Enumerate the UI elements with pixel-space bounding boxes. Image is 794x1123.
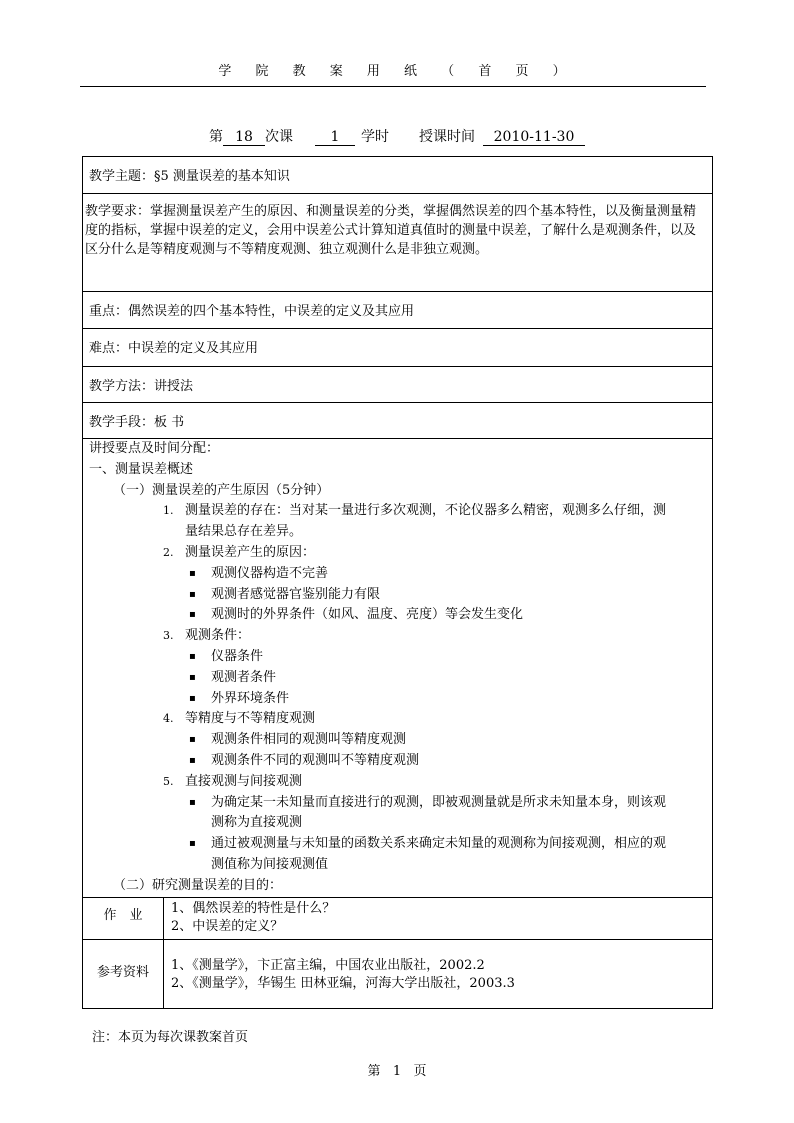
subsection-2-heading: （二）研究测量误差的目的：: [113, 877, 283, 893]
bullet-item: [83, 751, 712, 772]
footnote: 注：本页为每次课教案首页: [92, 1030, 249, 1045]
bullet-text-cont: 测值称为间接观测值: [211, 856, 329, 872]
row-key-points: [83, 292, 712, 329]
lesson-date: 2010-11-30: [483, 129, 585, 146]
bullet-icon: ▪: [189, 754, 196, 766]
item-2-text: 测量误差产生的原因：: [185, 544, 316, 560]
key-points-text: 重点：偶然误差的四个基本特性，中误差的定义及其应用: [89, 304, 415, 319]
lesson-number: 18: [223, 129, 265, 146]
item-1: [83, 501, 712, 522]
references-divider: [83, 939, 712, 940]
item-5-number: 5.: [163, 774, 174, 788]
bullet-text: 仪器条件: [211, 648, 264, 664]
method-text: 教学方法：讲授法: [89, 379, 194, 394]
row-topic: [83, 157, 712, 194]
row-requirement: [83, 194, 712, 292]
bullet-item: [83, 730, 712, 751]
bullet-text-cont: 测称为直接观测: [211, 815, 303, 831]
item-1-text-cont: 量结果总存在差异。: [185, 524, 303, 540]
bullet-item: [83, 585, 712, 606]
item-3: [83, 626, 712, 647]
item-2-number: 2.: [163, 545, 174, 559]
bullet-item: [83, 668, 712, 689]
bullet-text: 观测条件相同的观测叫等精度观测: [211, 732, 407, 748]
homework-divider: [83, 897, 712, 898]
bullet-text: 观测时的外界条件（如风、温度、亮度）等会发生变化: [211, 607, 524, 623]
requirement-text: 教学要求：掌握测量误差产生的原因、和测量误差的分类，掌握偶然误差的四个基本特性，以及衡量测量精度的指标，掌握中误差的定义，会用中误差公式计算知道真值时的测量中误差，了解什么是观测条件，以及区分什么是等精度观测与不等精度观测、独立观测什么是非独立观测。: [85, 204, 697, 257]
item-4-number: 4.: [163, 712, 174, 726]
bullet-icon: ▪: [189, 692, 196, 704]
bullet-icon: ▪: [189, 838, 196, 850]
bullet-item: [83, 605, 712, 626]
section-1-heading: 一、测量误差概述: [89, 461, 194, 477]
item-5-text: 直接观测与间接观测: [185, 773, 303, 789]
bullet-text: 通过被观测量与未知量的函数关系来确定未知量的观测称为间接观测，相应的观: [211, 836, 667, 852]
page-prefix: 第: [367, 1064, 381, 1079]
bullet-text: 为确定某一未知量而直接进行的观测，即被观测量就是所求未知量本身，则该观: [211, 794, 667, 810]
bullet-icon: ▪: [189, 796, 196, 808]
reference-1: 1、《测量学》，卞正富主编，中国农业出版社，2002.2: [171, 958, 485, 973]
label-column-divider: [163, 897, 164, 1009]
bullet-icon: ▪: [189, 671, 196, 683]
bullet-item: [83, 689, 712, 710]
item-4: [83, 709, 712, 730]
header-rule: [80, 86, 706, 87]
item-3-text: 观测条件：: [185, 628, 251, 644]
bullet-icon: ▪: [189, 650, 196, 662]
bullet-icon: ▪: [189, 734, 196, 746]
topic-text: 教学主题：§5 测量误差的基本知识: [89, 169, 290, 184]
item-3-number: 3.: [163, 629, 174, 643]
item-1-number: 1.: [163, 504, 174, 518]
item-5: [83, 772, 712, 793]
bullet-item-cont: [83, 855, 712, 876]
bullet-text: 观测者感觉器官鉴别能力有限: [211, 586, 381, 602]
bullet-item-cont: [83, 813, 712, 834]
lesson-di: 第: [209, 129, 223, 145]
bullet-item: [83, 834, 712, 855]
bullet-item: [83, 647, 712, 668]
item-4-text: 等精度与不等精度观测: [185, 711, 316, 727]
reference-2: 2、《测量学》，华锡生 田林亚编，河海大学出版社，2003.3: [171, 976, 515, 991]
subsection-1-heading: （一）测量误差的产生原因（5分钟）: [113, 482, 330, 498]
difficulty-text: 难点：中误差的定义及其应用: [89, 341, 259, 356]
lesson-hours: 1: [315, 129, 355, 146]
page-number-value: 1: [392, 1064, 402, 1079]
bullet-text: 观测仪器构造不完善: [211, 565, 329, 581]
lesson-info-line: [0, 126, 794, 146]
bullet-text: 观测条件不同的观测叫不等精度观测: [211, 752, 420, 768]
bullet-text: 观测者条件: [211, 669, 277, 685]
bullet-icon: ▪: [189, 609, 196, 621]
bullet-item: [83, 564, 712, 585]
row-means: [83, 403, 712, 439]
means-text: 教学手段：板 书: [89, 415, 185, 430]
bullet-icon: ▪: [189, 567, 196, 579]
item-2: [83, 543, 712, 564]
bullet-icon: ▪: [189, 588, 196, 600]
bullet-item: [83, 793, 712, 814]
lesson-plan-table: [82, 156, 713, 1009]
page-suffix: 页: [413, 1064, 427, 1079]
item-1-cont: [83, 522, 712, 543]
homework-q2: 2、中误差的定义？: [171, 919, 284, 934]
page-number: [0, 1060, 794, 1079]
lesson-time-label: 授课时间: [419, 129, 475, 145]
homework-label: 作 业: [103, 908, 143, 923]
homework-q1: 1、偶然误差的特性是什么？: [171, 901, 336, 916]
row-method: [83, 367, 712, 403]
bullet-text: 外界环境条件: [211, 690, 290, 706]
lesson-cike: 次课: [265, 129, 293, 145]
page-header-title: 学 院 教 案 用 纸 （ 首 页 ）: [218, 64, 576, 79]
references-label: 参考资料: [96, 965, 149, 980]
item-1-text: 测量误差的存在：当对某一量进行多次观测，不论仪器多么精密，观测多么仔细，测: [185, 503, 667, 519]
content-intro: 讲授要点及时间分配：: [89, 441, 220, 456]
lesson-xueshi: 学时: [361, 129, 389, 145]
row-difficulty: [83, 329, 712, 367]
